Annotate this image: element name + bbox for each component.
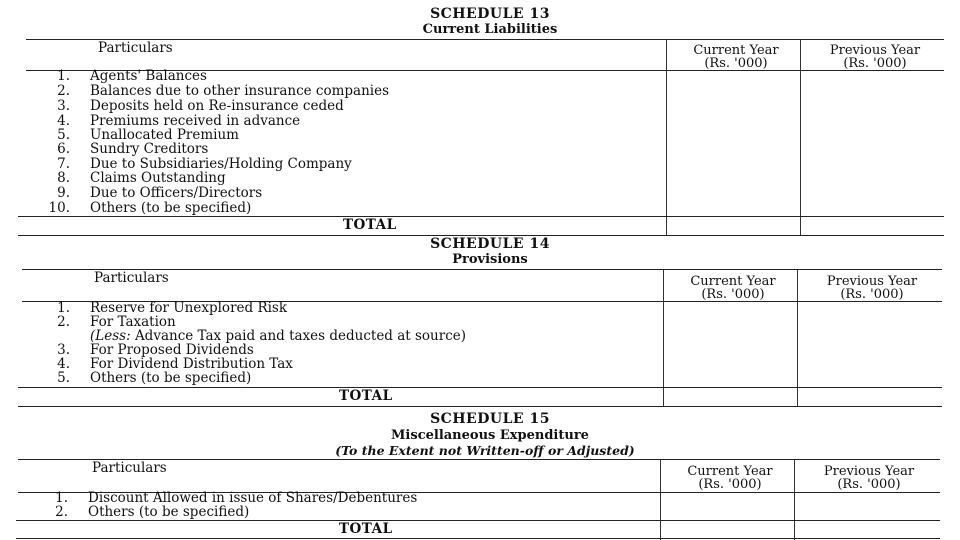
item-number: 2. <box>55 504 68 520</box>
item-text: Unallocated Premium <box>90 127 239 143</box>
item-number: 9. <box>57 185 70 201</box>
item-text: Deposits held on Re-insurance ceded <box>90 98 344 114</box>
item-text: For Taxation <box>90 314 176 330</box>
item-text: Others (to be specified) <box>90 200 252 216</box>
item-number: 5. <box>57 127 70 143</box>
schedule-13-previous-year-header <box>810 44 940 70</box>
item-number: 3. <box>57 98 70 114</box>
schedule-13-total-rule <box>18 216 944 217</box>
schedule-15-total-rule <box>16 520 940 521</box>
schedule-15-total-label: TOTAL <box>339 521 393 537</box>
schedule-14-current-year-header <box>668 275 798 301</box>
schedule-14-particulars-header: Particulars <box>94 270 169 286</box>
item-text: Sundry Creditors <box>90 141 209 157</box>
item-text: Advance Tax paid and taxes deducted at source) <box>134 328 467 344</box>
item-number: 2. <box>57 83 70 99</box>
schedule-14-previous-year-header <box>807 275 937 301</box>
item-number: 1. <box>57 68 70 84</box>
schedule-15-col-divider-1 <box>660 460 661 540</box>
item-text: Others (to be specified) <box>88 504 250 520</box>
current-year-label: Current Year <box>693 43 779 58</box>
schedule-15-current-year-header <box>665 465 795 491</box>
less-prefix: (Less: <box>90 328 131 344</box>
schedule-15-subtitle: Miscellaneous Expenditure <box>391 428 589 443</box>
schedule-14-col-divider-2 <box>797 270 798 406</box>
item-text: Others (to be specified) <box>90 370 252 386</box>
schedule-15-title: SCHEDULE 15 <box>430 411 550 427</box>
schedule-15-previous-year-header <box>804 465 934 491</box>
item-number: 4. <box>57 356 70 372</box>
schedule-13-particulars-header: Particulars <box>98 40 173 56</box>
schedule-13-subtitle: Current Liabilities <box>422 22 558 37</box>
schedule-15-col-divider-2 <box>794 460 795 540</box>
item-number: 1. <box>55 490 68 506</box>
item-text: Premiums received in advance <box>90 113 301 129</box>
item-number: 3. <box>57 342 70 358</box>
item-text: Reserve for Unexplored Risk <box>90 300 288 316</box>
schedule-13-total-label: TOTAL <box>343 217 397 233</box>
current-year-unit: (Rs. '000) <box>701 287 765 302</box>
schedule-14-total-label: TOTAL <box>339 388 393 404</box>
item-text: Due to Subsidiaries/Holding Company <box>90 156 352 172</box>
schedule-15-particulars-header: Particulars <box>92 460 167 476</box>
item-text: Claims Outstanding <box>90 170 226 186</box>
current-year-unit: (Rs. '000) <box>704 56 768 71</box>
previous-year-unit: (Rs. '000) <box>840 287 904 302</box>
item-number: 1. <box>57 300 70 316</box>
item-text: Discount Allowed in issue of Shares/Debentures <box>88 490 418 506</box>
item-number: 10. <box>48 200 70 216</box>
item-text: Agents' Balances <box>90 68 207 84</box>
schedule-13-col-divider-2 <box>800 40 801 236</box>
schedule-13-current-year-header <box>671 44 801 70</box>
item-text: For Proposed Dividends <box>90 342 254 358</box>
previous-year-unit: (Rs. '000) <box>843 56 907 71</box>
previous-year-label: Previous Year <box>823 464 915 479</box>
schedule-13-col-divider-1 <box>666 40 667 236</box>
schedule-14-title: SCHEDULE 14 <box>430 236 550 252</box>
item-number: 6. <box>57 141 70 157</box>
previous-year-label: Previous Year <box>829 43 921 58</box>
schedule-14-total-rule <box>18 387 942 388</box>
schedule-14-bottom-rule <box>18 406 942 407</box>
item-number: 4. <box>57 113 70 129</box>
item-text: Due to Officers/Directors <box>90 185 263 201</box>
previous-year-label: Previous Year <box>826 274 918 289</box>
schedule-15-note: (To the Extent not Written-off or Adjusted) <box>335 443 635 458</box>
schedule-14-col-divider-1 <box>663 270 664 406</box>
item-number: 5. <box>57 370 70 386</box>
previous-year-unit: (Rs. '000) <box>837 477 901 492</box>
current-year-unit: (Rs. '000) <box>698 477 762 492</box>
item-text: Balances due to other insurance companies <box>90 83 390 99</box>
item-number: 2. <box>57 314 70 330</box>
current-year-label: Current Year <box>687 464 773 479</box>
item-number: 8. <box>57 170 70 186</box>
schedule-13-title: SCHEDULE 13 <box>430 6 550 22</box>
schedule-14-subtitle: Provisions <box>452 252 528 267</box>
current-year-label: Current Year <box>690 274 776 289</box>
item-number: 7. <box>57 156 70 172</box>
schedule-15-bottom-rule <box>16 538 940 539</box>
item-text: For Dividend Distribution Tax <box>90 356 293 372</box>
